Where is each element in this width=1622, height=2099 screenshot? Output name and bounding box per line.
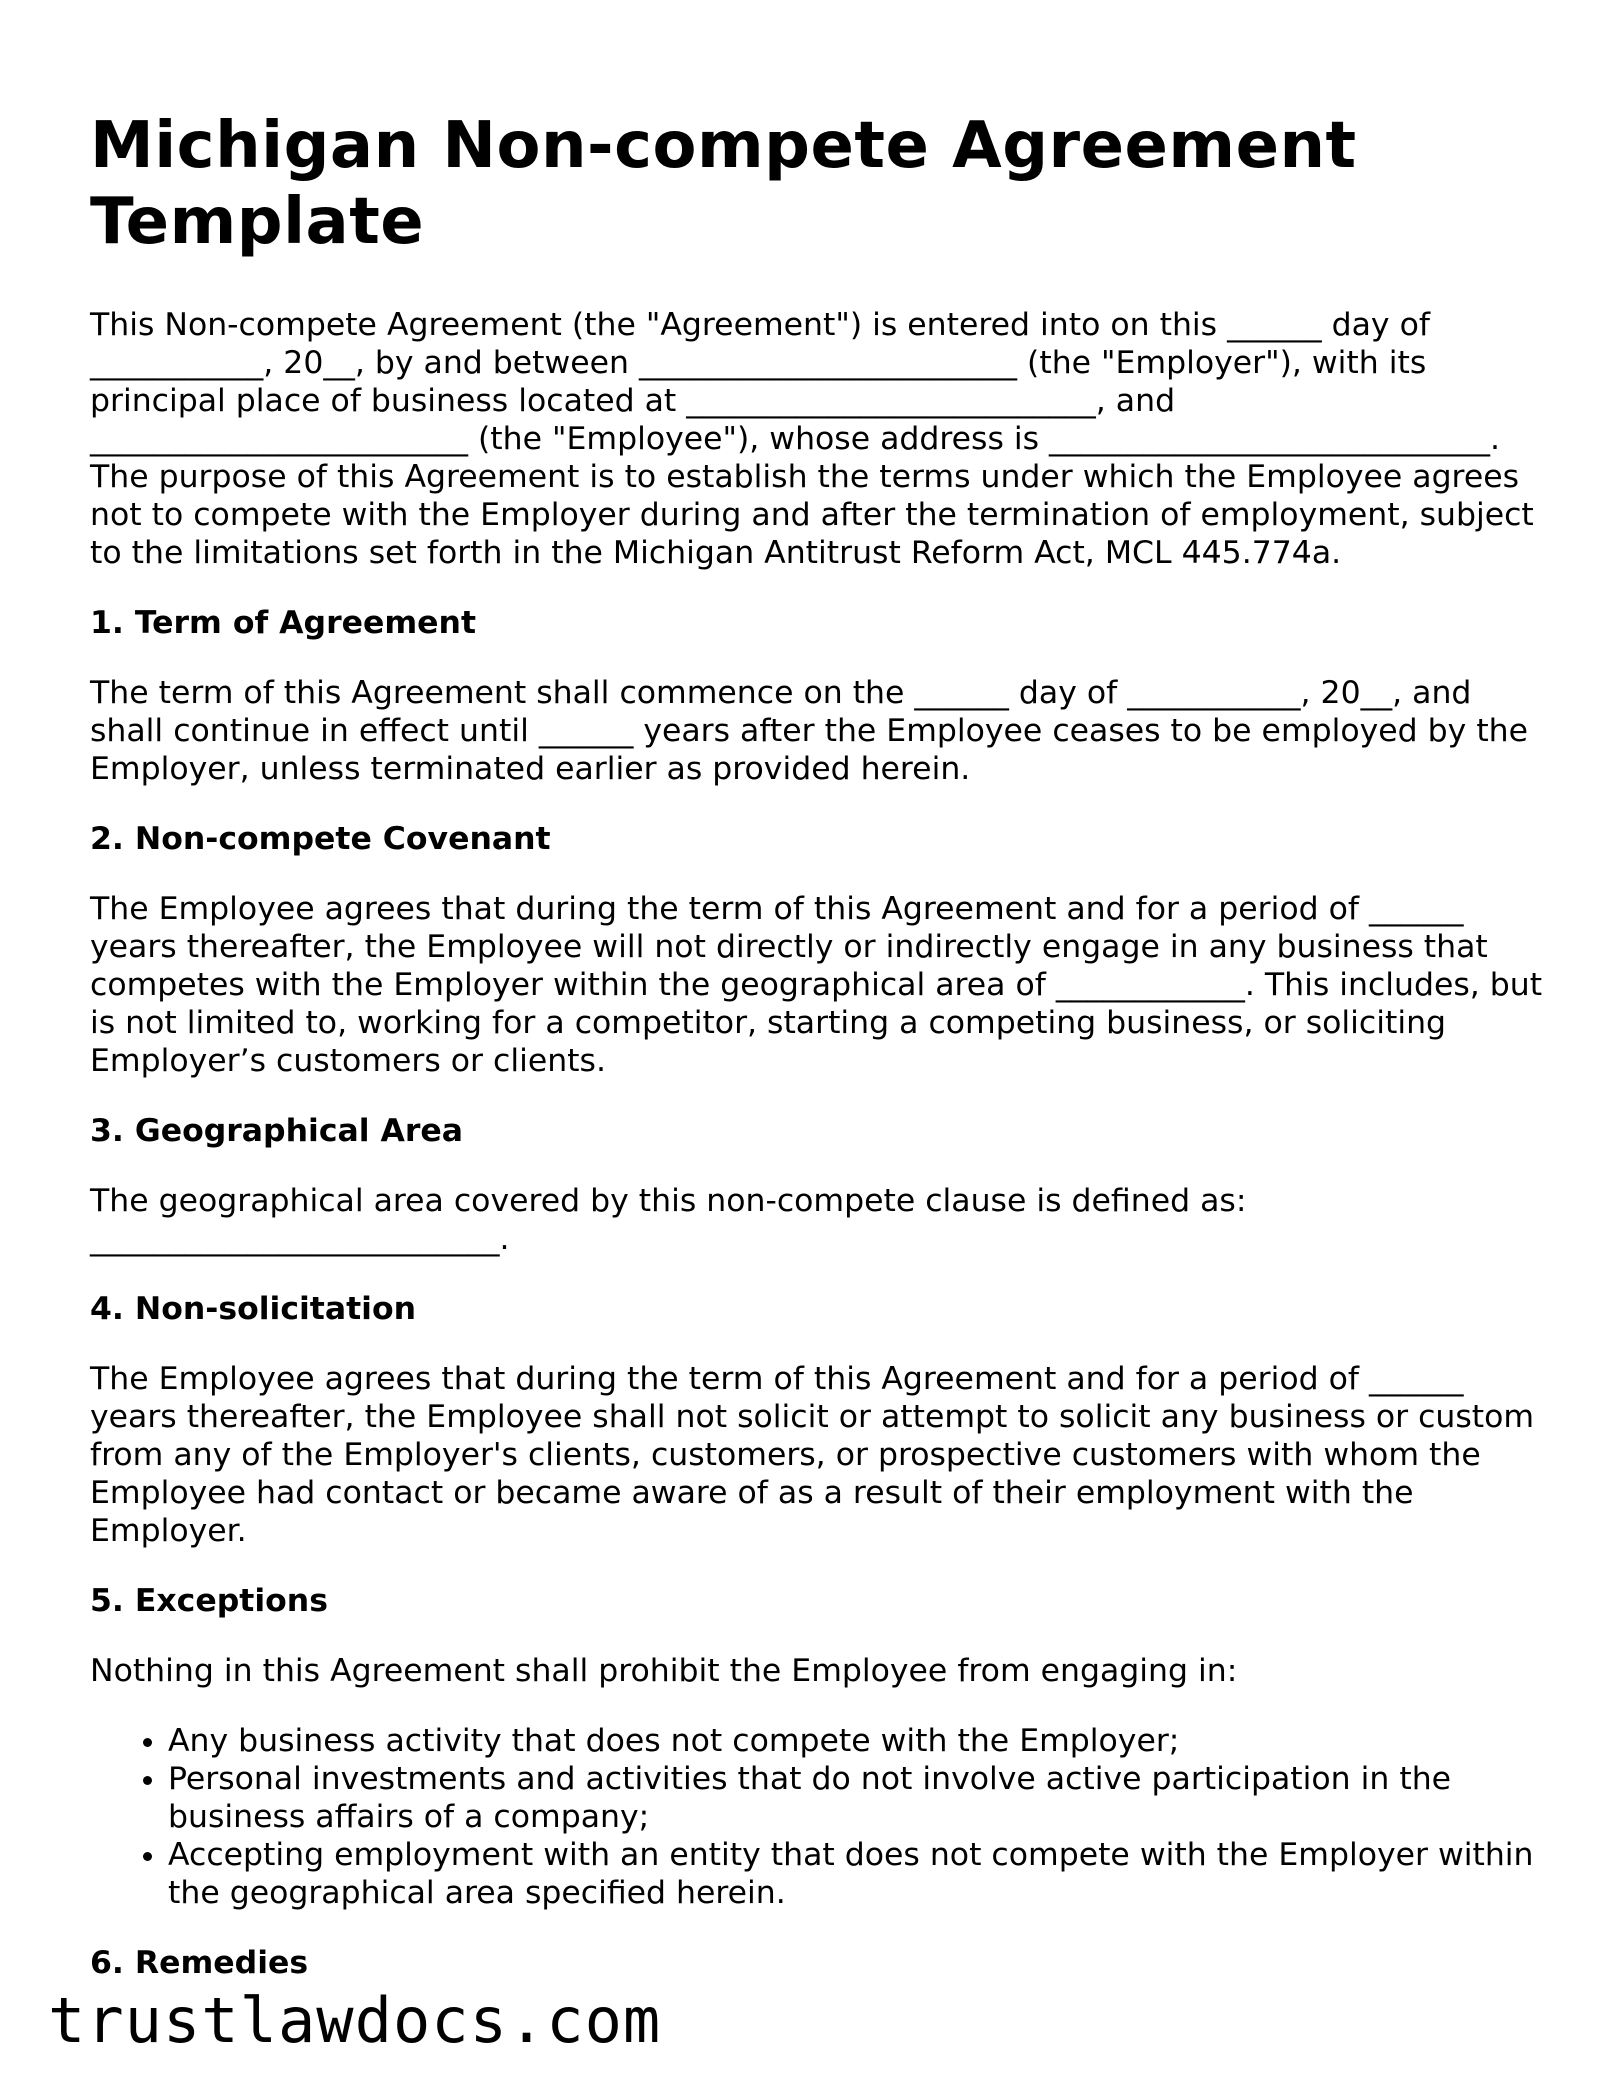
section-heading-non-solicitation: 4. Non-solicitation [90,1291,417,1327]
list-item: • Any business activity that does not compete with the Employer; [168,1722,1550,1760]
section-heading-exceptions: 5. Exceptions [90,1583,328,1619]
exceptions-list [90,1722,1550,1912]
document-title: Michigan Non-compete Agreement Template [90,109,1357,259]
section-body-exceptions: Nothing in this Agreement shall prohibit the Employee from engaging in: [90,1653,1238,1689]
section-body-term: The term of this Agreement shall commence on the ______ day of ___________, 20__, and shall continue in effect until ______ years after the Employee ceases to be employed by the Employer, unless terminated earlier as provided herein. [90,675,1529,787]
watermark: trustlawdocs.com [48,1984,662,2057]
document-page [90,108,1550,2014]
list-item: • Accepting employment with an entity that does not compete with the Employer within the geographical area specified herein. [168,1836,1550,1912]
section-heading-non-compete: 2. Non-compete Covenant [90,821,551,857]
section-body-non-solicitation: The Employee agrees that during the term of this Agreement and for a period of ______ years thereafter, the Employee shall not solicit or attempt to solicit any business or custom from any of the Employer's clients, customers, or prospective customers with whom the Employee had contact or became aware of as a result of their employment with the Employer. [90,1361,1535,1549]
list-item: • Personal investments and activities that do not involve active participation in the business affairs of a company; [168,1760,1550,1836]
intro-paragraph: This Non-compete Agreement (the "Agreement") is entered into on this ______ day of ___________, 20__, by and between ________________________ (the "Employer"), with its principal place of business located at __________________________, and ________________________ (the "Employee"), whose address is ____________________________. The purpose of this Agreement is to establish the terms under which the Employee agrees not to compete with the Employer during and after the termination of employment, subject to the limitations set forth in the Michigan Antitrust Reform Act, MCL 445.774a. [90,307,1534,571]
section-body-geographical-area: The geographical area covered by this non-compete clause is defined as: __________________________. [90,1183,1247,1257]
section-heading-term: 1. Term of Agreement [90,605,477,641]
section-body-non-compete: The Employee agrees that during the term of this Agreement and for a period of ______ years thereafter, the Employee will not directly or indirectly engage in any business that competes with the Employer within the geographical area of ____________. This includes, but is not limited to, working for a competitor, starting a competing business, or soliciting Employer’s customers or clients. [90,891,1543,1079]
section-heading-geographical-area: 3. Geographical Area [90,1113,464,1149]
section-heading-remedies: 6. Remedies [90,1945,309,1981]
